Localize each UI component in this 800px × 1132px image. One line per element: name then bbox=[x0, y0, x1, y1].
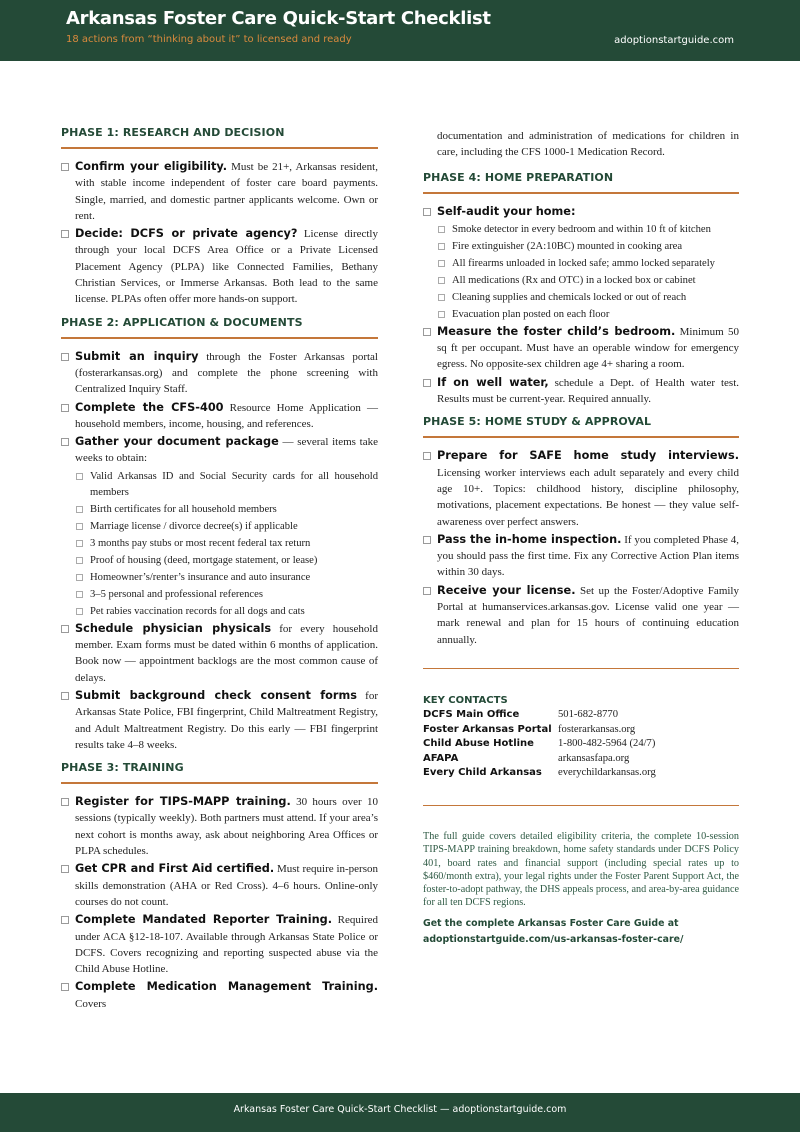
item-continuation: documentation and administration of medications for children in care, including the CFS 1000-1 Medication Record. bbox=[437, 130, 739, 159]
subitem-text: Birth certificates for all household members bbox=[90, 503, 277, 515]
item-text: Required under ACA §12-18-107. Available through Arkansas State Police or DCFS. Covers recognizing and reporting suspected abuse via the Child Abuse Hotline. bbox=[75, 914, 378, 976]
item-text: schedule a Dept. of Health water test. Results must be current-year. Required annually. bbox=[437, 376, 740, 406]
item-lead: Submit an inquiry bbox=[75, 349, 199, 363]
document-subitem bbox=[61, 604, 378, 620]
checkbox[interactable] bbox=[438, 277, 445, 284]
contacts-bottom-divider bbox=[423, 805, 739, 806]
item-lead: Register for TIPS-MAPP training. bbox=[75, 795, 291, 809]
checkbox[interactable] bbox=[61, 163, 69, 171]
contact-row bbox=[423, 737, 739, 752]
document-subitem bbox=[61, 502, 378, 518]
item-lead: Complete the CFS-400 bbox=[75, 400, 224, 414]
document-subitem bbox=[61, 519, 378, 535]
checkbox[interactable] bbox=[438, 311, 445, 318]
item-text: Set up the Foster/Adoptive Family Portal at humanservices.arkansas.gov. License valid one year — mark renewal and plan for 15 hours of continuing education annually. bbox=[437, 584, 739, 646]
subitem-text: All firearms unloaded in locked safe; ammo locked separately bbox=[452, 257, 715, 269]
checkbox[interactable] bbox=[61, 230, 69, 238]
phase-1-divider bbox=[61, 147, 378, 149]
item-text: Licensing worker interviews each adult separately and every child age 10+. Topics: childhood history, discipline philosophy, motivations, placement expectations. Be honest — they value self-awareness over perfect answers. bbox=[437, 466, 739, 528]
checkbox[interactable] bbox=[76, 523, 83, 530]
safety-subitem bbox=[423, 222, 739, 238]
phase-5-title: PHASE 5: HOME STUDY & APPROVAL bbox=[423, 415, 652, 429]
footer-banner bbox=[0, 1093, 800, 1132]
checklist-item bbox=[61, 226, 378, 307]
item-text: through the Foster Arkansas portal (fosterarkansas.org) and complete the phone screening with Centralized Inquiry Staff. bbox=[75, 350, 378, 396]
subitem-text: Fire extinguisher (2A:10BC) mounted in cooking area bbox=[452, 240, 683, 252]
checkbox[interactable] bbox=[61, 438, 69, 446]
checkbox[interactable] bbox=[438, 260, 445, 267]
checkbox[interactable] bbox=[423, 328, 431, 336]
subitem-text: Pet rabies vaccination records for all dogs and cats bbox=[90, 605, 305, 617]
subitem-text: Evacuation plan posted on each floor bbox=[452, 308, 610, 320]
safety-subitem bbox=[423, 307, 739, 323]
checkbox[interactable] bbox=[438, 226, 445, 233]
item-lead: Prepare for SAFE home study interviews. bbox=[437, 449, 739, 463]
checkbox[interactable] bbox=[61, 916, 69, 924]
contact-name: Every Child Arkansas bbox=[423, 767, 542, 779]
checklist-item bbox=[61, 979, 378, 1012]
contact-value[interactable]: 1-800-482-5964 (24/7) bbox=[558, 738, 656, 750]
checkbox[interactable] bbox=[76, 591, 83, 598]
phase-1-title: PHASE 1: RESEARCH AND DECISION bbox=[61, 126, 285, 139]
item-lead: Self-audit your home: bbox=[437, 204, 576, 218]
checkbox[interactable] bbox=[61, 692, 69, 700]
checklist-item bbox=[61, 861, 378, 910]
phase-4-divider bbox=[423, 192, 739, 194]
document-subitem bbox=[61, 553, 378, 569]
safety-subitem bbox=[423, 256, 739, 272]
subitem-text: Cleaning supplies and chemicals locked or out of reach bbox=[452, 291, 687, 303]
item-text: License directly through your local DCFS Area Office or a Private Licensed Placement Agency (PLPA) like Connected Families, Bethany Christian Services, or Immerse Arkansas. Both lead to the same license. PLPAs often offer more hands-on support. bbox=[75, 228, 378, 306]
left-column bbox=[61, 126, 378, 1014]
page-title: Arkansas Foster Care Quick-Start Checklist bbox=[66, 8, 491, 29]
item-text: Covers bbox=[75, 997, 107, 1010]
item-lead: Confirm your eligibility. bbox=[75, 160, 228, 173]
checkbox[interactable] bbox=[61, 865, 69, 873]
item-lead: Receive your license. bbox=[437, 583, 576, 597]
checkbox[interactable] bbox=[61, 798, 69, 806]
right-column bbox=[423, 128, 739, 948]
checkbox[interactable] bbox=[423, 587, 431, 595]
page-subtitle: 18 actions from “thinking about it” to licensed and ready bbox=[66, 34, 352, 45]
checkbox[interactable] bbox=[61, 404, 69, 412]
item-lead: Complete Medication Management Training. bbox=[75, 980, 378, 994]
contacts-top-divider bbox=[423, 668, 739, 669]
checklist-item bbox=[423, 375, 739, 408]
item-lead: Get CPR and First Aid certified. bbox=[75, 862, 275, 876]
phase-2-title: PHASE 2: APPLICATION & DOCUMENTS bbox=[61, 315, 303, 329]
checkbox[interactable] bbox=[76, 608, 83, 615]
phase-2-divider bbox=[61, 337, 378, 339]
checklist-item bbox=[423, 204, 739, 220]
checkbox[interactable] bbox=[76, 473, 83, 480]
checklist-item bbox=[423, 532, 739, 581]
checkbox[interactable] bbox=[76, 574, 83, 581]
item-lead: Schedule physician physicals bbox=[75, 621, 272, 635]
item-text: Resource Home Application — household members, income, housing, and references. bbox=[75, 401, 378, 430]
safety-subitem bbox=[423, 273, 739, 289]
contact-row bbox=[423, 708, 739, 723]
contact-name: Child Abuse Hotline bbox=[423, 738, 534, 750]
item-text: Must require in-person skills demonstration (AHA or Red Cross). 4–6 hours. Online-only courses do not count. bbox=[75, 863, 379, 908]
checkbox[interactable] bbox=[76, 506, 83, 513]
guide-call-to-action[interactable] bbox=[423, 916, 739, 948]
item-lead: Measure the foster child’s bedroom. bbox=[437, 324, 676, 338]
contact-row bbox=[423, 766, 739, 781]
contact-value[interactable]: everychildarkansas.org bbox=[558, 767, 656, 779]
checkbox[interactable] bbox=[61, 983, 69, 991]
document-subitem bbox=[61, 536, 378, 552]
checkbox[interactable] bbox=[423, 208, 431, 216]
contact-row bbox=[423, 723, 739, 738]
item-text: 30 hours over 10 sessions (typically weekly). Both partners must attend. If your area’s next cohort is months away, ask about neighboring Area Offices or PLPA schedules. bbox=[75, 796, 378, 858]
phase-3-divider bbox=[61, 782, 378, 784]
safety-subitem bbox=[423, 239, 739, 255]
checkbox[interactable] bbox=[438, 294, 445, 301]
contact-value[interactable]: arkansasfapa.org bbox=[558, 752, 630, 764]
header-banner bbox=[0, 0, 800, 61]
contact-name: Foster Arkansas Portal bbox=[423, 723, 552, 735]
checkbox[interactable] bbox=[423, 379, 431, 387]
checklist-item bbox=[61, 349, 378, 398]
checklist-item bbox=[61, 434, 378, 467]
contact-name: AFAPA bbox=[423, 752, 459, 764]
item-text: Must be 21+, Arkansas resident, with stable income independent of foster care board payments. Single, married, and domestic partner applicants welcome. Own or rent. bbox=[75, 161, 378, 222]
item-lead: Pass the in-home inspection. bbox=[437, 532, 622, 546]
item-lead: Complete Mandated Reporter Training. bbox=[75, 913, 333, 927]
phase-4-title: PHASE 4: HOME PREPARATION bbox=[423, 170, 614, 184]
subitem-text: Proof of housing (deed, mortgage statement, or lease) bbox=[90, 554, 318, 566]
item-lead: Submit background check consent forms bbox=[75, 688, 357, 702]
contact-value[interactable]: fosterarkansas.org bbox=[558, 723, 636, 735]
cta-link[interactable]: adoptionstartguide.com/us-arkansas-foster-care/ bbox=[423, 933, 684, 945]
subitem-text: 3–5 personal and professional references bbox=[90, 588, 263, 600]
item-text: for every household member. Exam forms must be dated within 6 months of application. Book now — appointment backlogs are the most common cause of delays. bbox=[75, 622, 378, 684]
footer-text: Arkansas Foster Care Quick-Start Checklist — adoptionstartguide.com bbox=[233, 1104, 567, 1115]
checkbox[interactable] bbox=[423, 452, 431, 460]
item-text: — several items take weeks to obtain: bbox=[75, 436, 378, 465]
full-guide-note: The full guide covers detailed eligibility criteria, the complete 10-session TIPS-MAPP training breakdown, home safety standards under DCFS Policy 401, board rates and financial support (including special rates up to $460/month extra), your legal rights under the Foster Parent Support Act, the foster-to-adopt pathway, the DHS appeals process, and area-by-area guidance for all ten DCFS regions. bbox=[423, 830, 739, 909]
subitem-text: Smoke detector in every bedroom and within 10 ft of kitchen bbox=[452, 223, 711, 235]
contact-row bbox=[423, 752, 739, 767]
checklist-item bbox=[61, 688, 378, 753]
header-site-link[interactable]: adoptionstartguide.com bbox=[614, 35, 734, 46]
checkbox[interactable] bbox=[76, 557, 83, 564]
item-text: Minimum 50 sq ft per occupant. Must have an operable window for emergency egress. No opposite-sex children age 4+ sharing a room. bbox=[437, 325, 739, 371]
checkbox[interactable] bbox=[438, 243, 445, 250]
checklist-item bbox=[61, 912, 378, 977]
phase-5-divider bbox=[423, 436, 739, 438]
checkbox[interactable] bbox=[423, 536, 431, 544]
checklist-item bbox=[61, 621, 378, 686]
subitem-text: 3 months pay stubs or most recent federal tax return bbox=[90, 537, 311, 549]
item-text: for Arkansas State Police, FBI fingerprint, Child Maltreatment Registry, and Adult Maltreatment Registry. Do this early — FBI fingerprint results take 4–8 weeks. bbox=[75, 689, 378, 751]
checklist-item bbox=[61, 400, 378, 433]
item-text: If you completed Phase 4, you should pass the first time. Fix any Corrective Action Plan items within 30 days. bbox=[437, 533, 739, 579]
contacts-title: KEY CONTACTS bbox=[423, 694, 508, 706]
cta-line: Get the complete Arkansas Foster Care Guide at bbox=[423, 917, 679, 929]
subitem-text: Marriage license / divorce decree(s) if applicable bbox=[90, 520, 298, 532]
item-lead: Gather your document package bbox=[75, 435, 279, 449]
checkbox[interactable] bbox=[76, 540, 83, 547]
item-lead: If on well water, bbox=[437, 375, 549, 389]
checklist-item bbox=[61, 794, 378, 859]
subitem-text: Homeowner’s/renter’s insurance and auto insurance bbox=[90, 571, 311, 583]
checklist-item bbox=[61, 159, 378, 224]
item-lead: Decide: DCFS or private agency? bbox=[75, 227, 298, 241]
subitem-text: Valid Arkansas ID and Social Security cards for all household members bbox=[90, 470, 378, 498]
checklist-item bbox=[423, 324, 739, 373]
phase-3-title: PHASE 3: TRAINING bbox=[61, 761, 184, 775]
checklist-item bbox=[423, 448, 739, 529]
document-subitem bbox=[61, 469, 378, 501]
checklist-item bbox=[423, 583, 739, 648]
checkbox[interactable] bbox=[61, 625, 69, 633]
checkbox[interactable] bbox=[61, 353, 69, 361]
contact-name: DCFS Main Office bbox=[423, 708, 520, 720]
safety-subitem bbox=[423, 290, 739, 306]
contact-value[interactable]: 501-682-8770 bbox=[558, 708, 619, 720]
document-subitem bbox=[61, 587, 378, 603]
document-subitem bbox=[61, 570, 378, 586]
subitem-text: All medications (Rx and OTC) in a locked box or cabinet bbox=[452, 274, 696, 286]
